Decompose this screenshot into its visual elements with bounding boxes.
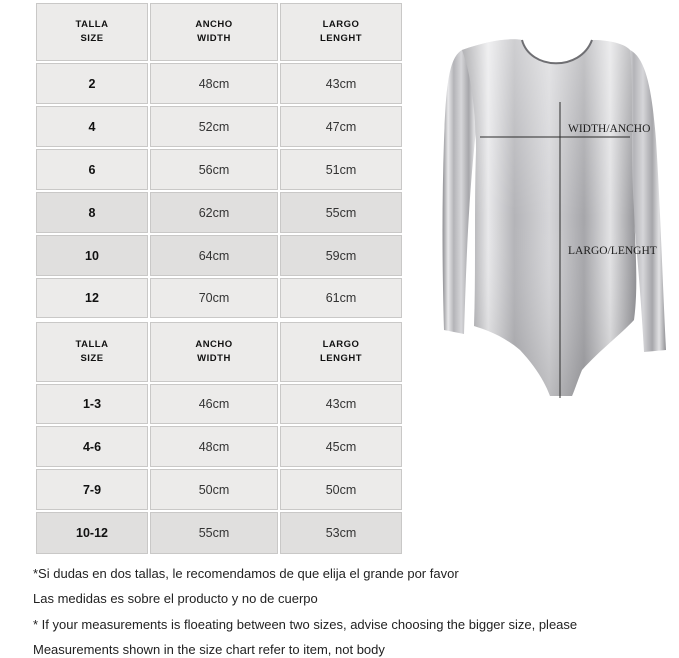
table2-row-size: 7-9 (36, 469, 148, 510)
header-line1: ANCHO (195, 339, 233, 350)
table1-row-width: 48cm (150, 63, 278, 104)
table1-row-width: 52cm (150, 106, 278, 147)
note-4: Measurements shown in the size chart refer to item, not body (33, 642, 385, 657)
header-line1: LARGO (322, 19, 360, 30)
leotard-illustration (430, 30, 679, 420)
table2-row-length: 53cm (280, 512, 402, 554)
header-line1: ANCHO (195, 19, 233, 30)
table1-row-length: 43cm (280, 63, 402, 104)
table2-row-width: 50cm (150, 469, 278, 510)
table1-row-size: 6 (36, 149, 148, 190)
table1-header-width (150, 3, 278, 61)
table1-row-size: 8 (36, 192, 148, 233)
table1-row-width: 64cm (150, 235, 278, 276)
table1-row-size: 4 (36, 106, 148, 147)
header-line2: SIZE (80, 33, 104, 44)
table1-header-length (280, 3, 402, 61)
header-line2: LENGHT (319, 353, 363, 364)
table2-header-width (150, 322, 278, 382)
header-line1: TALLA (75, 339, 109, 350)
note-2: Las medidas es sobre el producto y no de cuerpo (33, 591, 318, 606)
length-label: LARGO/LENGHT (568, 245, 657, 257)
note-3: * If your measurements is floeating between two sizes, advise choosing the bigger size, please (33, 617, 578, 632)
table1-row-width: 70cm (150, 278, 278, 318)
table2-row-size: 4-6 (36, 426, 148, 467)
table2-row-length: 43cm (280, 384, 402, 424)
table1-row-length: 51cm (280, 149, 402, 190)
table2-row-width: 46cm (150, 384, 278, 424)
table1-row-length: 61cm (280, 278, 402, 318)
table1-row-width: 62cm (150, 192, 278, 233)
header-line2: WIDTH (197, 33, 231, 44)
table2-row-width: 48cm (150, 426, 278, 467)
table1-row-length: 59cm (280, 235, 402, 276)
table2-row-length: 45cm (280, 426, 402, 467)
table2-row-length: 50cm (280, 469, 402, 510)
table2-row-size: 10-12 (36, 512, 148, 554)
header-line2: SIZE (80, 353, 104, 364)
table1-row-length: 55cm (280, 192, 402, 233)
table1-header-size (36, 3, 148, 61)
table2-row-width: 55cm (150, 512, 278, 554)
table1-row-size: 12 (36, 278, 148, 318)
header-line1: TALLA (75, 19, 109, 30)
width-label: WIDTH/ANCHO (568, 123, 651, 135)
table1-row-length: 47cm (280, 106, 402, 147)
table1-row-width: 56cm (150, 149, 278, 190)
header-line1: LARGO (322, 339, 360, 350)
table2-header-size (36, 322, 148, 382)
table1-row-size: 2 (36, 63, 148, 104)
header-line2: WIDTH (197, 353, 231, 364)
table1-row-size: 10 (36, 235, 148, 276)
header-line2: LENGHT (319, 33, 363, 44)
table2-header-length (280, 322, 402, 382)
table2-row-size: 1-3 (36, 384, 148, 424)
note-1: *Si dudas en dos tallas, le recomendamos de que elija el grande por favor (33, 566, 459, 581)
